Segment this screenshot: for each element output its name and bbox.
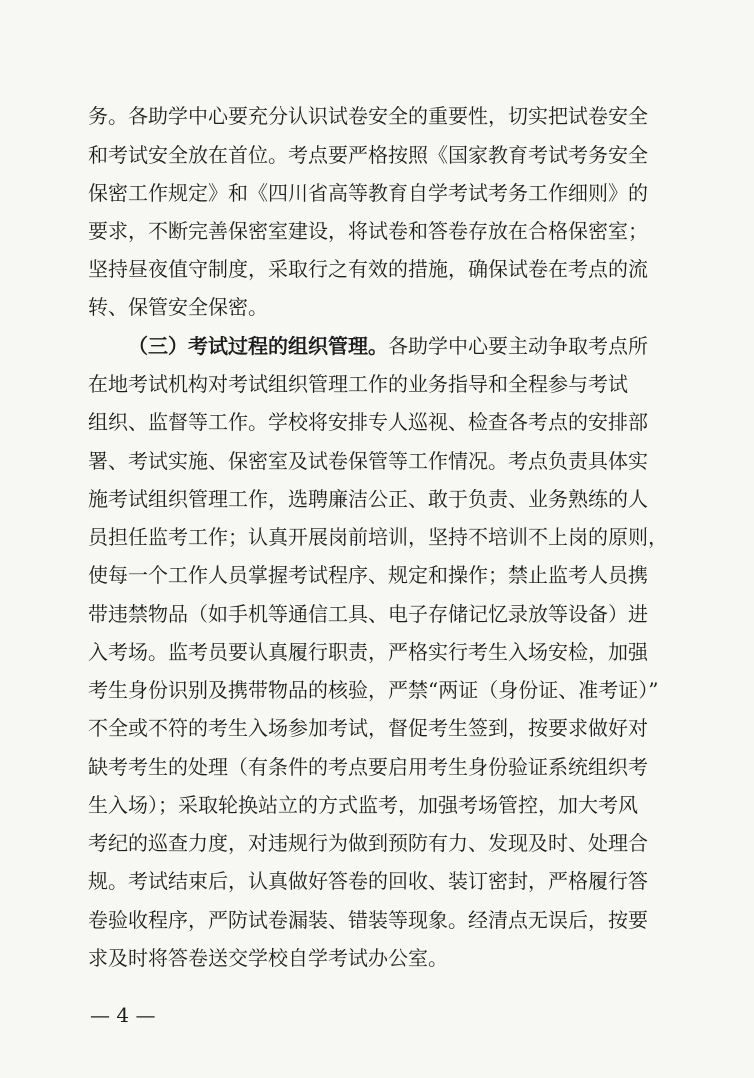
- line-text: 各助学中心要主动争取考点所: [388, 334, 648, 358]
- line-text: 入考场。监考员要认真履行职责，严格实行考生入场安检，加强: [88, 640, 648, 664]
- line-text: 不全或不符的考生入场参加考试，督促考生签到，按要求做好对: [88, 716, 648, 740]
- line-text: 在地考试机构对考试组织管理工作的业务指导和全程参与考试: [88, 372, 628, 396]
- line-text: 规。考试结束后，认真做好答卷的回收、装订密封，严格履行答: [88, 869, 648, 893]
- line-text: 求及时将答卷送交学校自学考试办公室。: [88, 946, 448, 970]
- line-text: 务。各助学中心要充分认识试卷安全的重要性，切实把试卷安全: [88, 104, 648, 128]
- line-text: 要求，不断完善保密室建设，将试卷和答卷存放在合格保密室；: [88, 219, 648, 243]
- paragraph-line: [88, 517, 668, 557]
- paragraph-line: [88, 670, 668, 710]
- line-text: 员担任监考工作；认真开展岗前培训，坚持不培训不上岗的原则，: [88, 525, 668, 549]
- paragraph-line: [88, 173, 668, 213]
- paragraph-line: [88, 900, 668, 940]
- line-text: 卷验收程序，严防试卷漏装、错装等现象。经清点无误后，按要: [88, 908, 648, 932]
- paragraph-line: [88, 555, 668, 595]
- line-text: 生入场）；采取轮换站立的方式监考，加强考场管控，加大考风: [88, 793, 638, 817]
- line-text: 考生身份识别及携带物品的核验，严禁“两证（身份证、准考证）”: [88, 678, 659, 702]
- paragraph-line: [88, 861, 668, 901]
- line-text: 考纪的巡查力度，对违规行为做到预防有力、发现及时、处理合: [88, 831, 648, 855]
- paragraph-line: [88, 632, 668, 672]
- paragraph-line: [88, 747, 668, 787]
- page-number: — 4 —: [90, 1003, 156, 1027]
- line-text: 转、保管安全保密。: [88, 295, 268, 319]
- paragraph-line: [88, 785, 668, 825]
- paragraph-line: [88, 287, 668, 327]
- paragraph-line: [88, 441, 668, 481]
- line-text: 保密工作规定》和《四川省高等教育自学考试考务工作细则》的: [88, 181, 648, 205]
- paragraph-line: [88, 249, 668, 289]
- line-text: 和考试安全放在首位。考点要严格按照《国家教育考试考务安全: [88, 143, 648, 167]
- line-text: 使每一个工作人员掌握考试程序、规定和操作；禁止监考人员携: [88, 563, 648, 587]
- line-text: 施考试组织管理工作，选聘廉洁公正、敢于负责、业务熟练的人: [88, 487, 648, 511]
- section-heading-line: [128, 326, 668, 366]
- paragraph-line: [88, 708, 668, 748]
- paragraph-line: [88, 402, 668, 442]
- line-text: 署、考试实施、保密室及试卷保管等工作情况。考点负责具体实: [88, 449, 648, 473]
- paragraph-line: [88, 96, 668, 136]
- paragraph-line: [88, 479, 668, 519]
- paragraph-line: [88, 135, 668, 175]
- line-text: 坚持昼夜值守制度，采取行之有效的措施，确保试卷在考点的流: [88, 257, 648, 281]
- line-text: 缺考考生的处理（有条件的考点要启用考生身份验证系统组织考: [88, 755, 648, 779]
- line-text: 组织、监督等工作。学校将安排专人巡视、检查各考点的安排部: [88, 410, 648, 434]
- line-text: 带违禁物品（如手机等通信工具、电子存储记忆录放等设备）进: [88, 602, 648, 626]
- paragraph-line: [88, 211, 668, 251]
- paragraph-line: [88, 364, 668, 404]
- section-heading: （三）考试过程的组织管理。: [128, 334, 388, 358]
- paragraph-line: [88, 938, 668, 978]
- paragraph-line: [88, 823, 668, 863]
- paragraph-line: [88, 594, 668, 634]
